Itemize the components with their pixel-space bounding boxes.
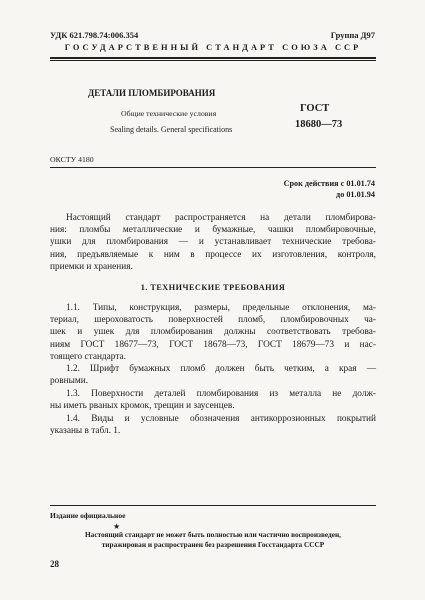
clause-line: 1.2. Шрифт бумажных пломб должен быть четким, а края — bbox=[66, 364, 376, 374]
intro-line: ния: пломбы металлические и бумажные, чашки пломбировочные, bbox=[50, 225, 376, 236]
header-rule-thin bbox=[50, 60, 376, 61]
clause-line: ровными. bbox=[50, 376, 89, 387]
validity-line-1: Срок действия с 01.01.74 bbox=[283, 179, 375, 188]
copyright-notice bbox=[50, 530, 376, 550]
intro-line: приемки и хранения. bbox=[50, 261, 133, 272]
intro-paragraph bbox=[50, 212, 376, 273]
document-title: ДЕТАЛИ ПЛОМБИРОВАНИЯ bbox=[88, 88, 216, 98]
intro-line: ния, предъявляемые к ним в процессе их изготовления, контроля, bbox=[50, 249, 376, 260]
validity-line-2: до 01.01.94 bbox=[336, 190, 375, 199]
subtitle-ru: Общие технические условия bbox=[121, 109, 217, 118]
notice-line-1: Настоящий стандарт не может быть полностью или частично воспроизведен, bbox=[85, 530, 341, 539]
clause-line: ны иметь рваных кромок, трещин и заусенцев. bbox=[50, 401, 235, 412]
clause-1-3 bbox=[50, 388, 376, 412]
clause-line: тоящего стандарта. bbox=[50, 351, 126, 362]
clause-line: 1.1. Типы, конструкция, размеры, предельные отклонения, ма- bbox=[66, 303, 376, 313]
clause-line: ниям ГОСТ 18677—73, ГОСТ 18678—73, ГОСТ 18679—73 и нас- bbox=[50, 339, 376, 350]
clause-line: 1.3. Поверхности деталей пломбирования из металла не долж- bbox=[66, 389, 376, 399]
intro-line: Настоящий стандарт распространяется на детали пломбирова- bbox=[66, 213, 376, 223]
gost-label: ГОСТ bbox=[300, 103, 330, 114]
group-code: Группа Д97 bbox=[330, 30, 375, 40]
validity-period bbox=[284, 178, 375, 200]
intro-line: ушки для пломбирования — и устанавливает технические требова- bbox=[50, 237, 376, 248]
footer-rule bbox=[50, 505, 376, 506]
clause-line: териал, шероховатость поверхностей пломб, пломбировочных ча- bbox=[50, 315, 376, 326]
notice-line-2: тиражирован и распространен без разрешения Госстандарта СССР bbox=[101, 540, 325, 549]
header-rule-thick bbox=[50, 57, 376, 59]
gost-number: 18680—73 bbox=[295, 119, 343, 130]
official-edition: Издание официальное bbox=[50, 511, 126, 520]
udk-code: УДК 621.798.74:006.354 bbox=[50, 30, 139, 40]
clause-1-4 bbox=[50, 413, 376, 437]
clause-line: указаны в табл. 1. bbox=[50, 426, 121, 437]
clause-line: 1.4. Виды и условные обозначения антикоррозионных покрытий bbox=[66, 414, 376, 424]
clause-1-2 bbox=[50, 363, 376, 387]
subtitle-en: Sealing details. General specifications bbox=[110, 125, 233, 134]
clause-line: шек и ушек для пломбирования должны соответствовать требова- bbox=[50, 327, 376, 338]
okstu-rule bbox=[50, 167, 376, 168]
state-standard-title: ГОСУДАРСТВЕННЫЙ СТАНДАРТ СОЮЗА ССР bbox=[64, 43, 362, 52]
okstu-code: ОКСТУ 4180 bbox=[50, 155, 94, 164]
section-heading: 1. ТЕХНИЧЕСКИЕ ТРЕБОВАНИЯ bbox=[140, 283, 286, 292]
star-icon: ★ bbox=[113, 522, 121, 531]
clause-1-1 bbox=[50, 302, 376, 363]
page-number: 28 bbox=[50, 559, 59, 569]
